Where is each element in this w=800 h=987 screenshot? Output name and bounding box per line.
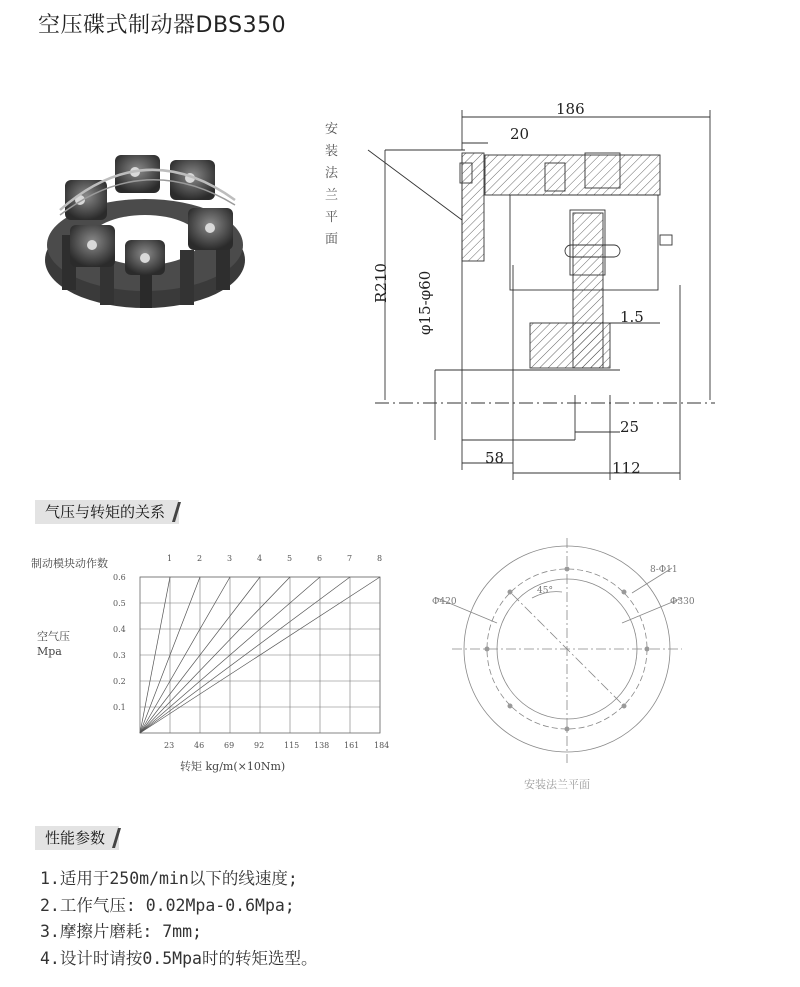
chart-module-count: 7 bbox=[347, 554, 353, 563]
svg-text:兰: 兰 bbox=[325, 188, 339, 203]
chart-ylabel-2: Mpa bbox=[37, 645, 62, 658]
slash-icon bbox=[111, 826, 121, 850]
product-photo bbox=[40, 140, 250, 330]
performance-specs bbox=[40, 866, 317, 972]
chart-x-tick: 115 bbox=[284, 741, 300, 750]
flange-holes: 8-Φ11 bbox=[650, 565, 678, 575]
svg-text:平: 平 bbox=[325, 210, 339, 225]
chart-top-label: 制动模块动作数 bbox=[31, 557, 108, 570]
mount-face-label bbox=[325, 121, 339, 247]
chart-module-count: 3 bbox=[227, 554, 233, 563]
flange-pitch-dia: Φ330 bbox=[670, 597, 695, 607]
section-header-relation bbox=[35, 500, 179, 524]
svg-text:法: 法 bbox=[325, 166, 339, 181]
chart-x-tick: 92 bbox=[254, 741, 265, 750]
spec-item: 2.工作气压: 0.02Mpa-0.6Mpa; bbox=[40, 895, 295, 915]
chart-y-tick: 0.6 bbox=[113, 573, 126, 582]
chart-module-count: 5 bbox=[287, 554, 293, 563]
section-header-performance bbox=[35, 826, 119, 850]
svg-text:面: 面 bbox=[325, 232, 339, 247]
dim-1-5: 1.5 bbox=[620, 308, 644, 326]
page-title: 空压碟式制动器DBS350 bbox=[38, 13, 287, 38]
chart-xlabel: 转矩 kg/m(×10Nm) bbox=[180, 760, 286, 773]
chart-ylabel-1: 空气压 bbox=[37, 630, 70, 643]
section-title: 性能参数 bbox=[45, 829, 106, 847]
chart-x-tick: 23 bbox=[164, 741, 175, 750]
flange-caption: 安装法兰平面 bbox=[524, 778, 590, 791]
dim-20: 20 bbox=[510, 125, 530, 143]
chart-y-tick: 0.2 bbox=[113, 677, 126, 686]
flange-angle: 45° bbox=[537, 586, 553, 596]
chart-x-tick: 184 bbox=[374, 741, 390, 750]
spec-item: 4.设计时请按0.5Mpa时的转矩选型。 bbox=[40, 948, 318, 968]
chart-x-tick: 46 bbox=[194, 741, 205, 750]
spec-item: 1.适用于250m/min以下的线速度; bbox=[40, 869, 298, 888]
spec-item: 3.摩擦片磨耗: 7mm; bbox=[40, 922, 202, 941]
section-title: 气压与转矩的关系 bbox=[45, 503, 166, 521]
chart-x-tick: 69 bbox=[224, 741, 235, 750]
dim-25: 25 bbox=[620, 418, 640, 436]
chart-module-count: 1 bbox=[167, 554, 173, 563]
dim-58: 58 bbox=[485, 449, 505, 467]
dim-112: 112 bbox=[612, 459, 641, 477]
chart-module-count: 2 bbox=[197, 554, 203, 563]
chart-x-tick: 161 bbox=[344, 741, 360, 750]
dim-phi: φ15-φ60 bbox=[416, 270, 434, 335]
svg-text:装: 装 bbox=[325, 144, 339, 159]
cross-section-drawing bbox=[320, 95, 740, 485]
chart-y-tick: 0.1 bbox=[113, 703, 126, 712]
dim-186: 186 bbox=[556, 100, 585, 118]
chart-module-count: 4 bbox=[257, 554, 263, 563]
chart-module-count: 6 bbox=[317, 554, 323, 563]
chart-y-tick: 0.3 bbox=[113, 651, 126, 660]
chart-module-count: 8 bbox=[377, 554, 383, 563]
chart-x-tick: 138 bbox=[314, 741, 330, 750]
chart-y-tick: 0.4 bbox=[113, 625, 126, 634]
dim-r210: R210 bbox=[372, 263, 390, 303]
flange-drawing bbox=[412, 538, 722, 798]
svg-text:安: 安 bbox=[325, 122, 339, 137]
pressure-torque-chart bbox=[25, 545, 405, 785]
slash-icon bbox=[171, 500, 181, 524]
chart-y-tick: 0.5 bbox=[113, 599, 126, 608]
flange-outer-dia: Φ420 bbox=[432, 597, 457, 607]
